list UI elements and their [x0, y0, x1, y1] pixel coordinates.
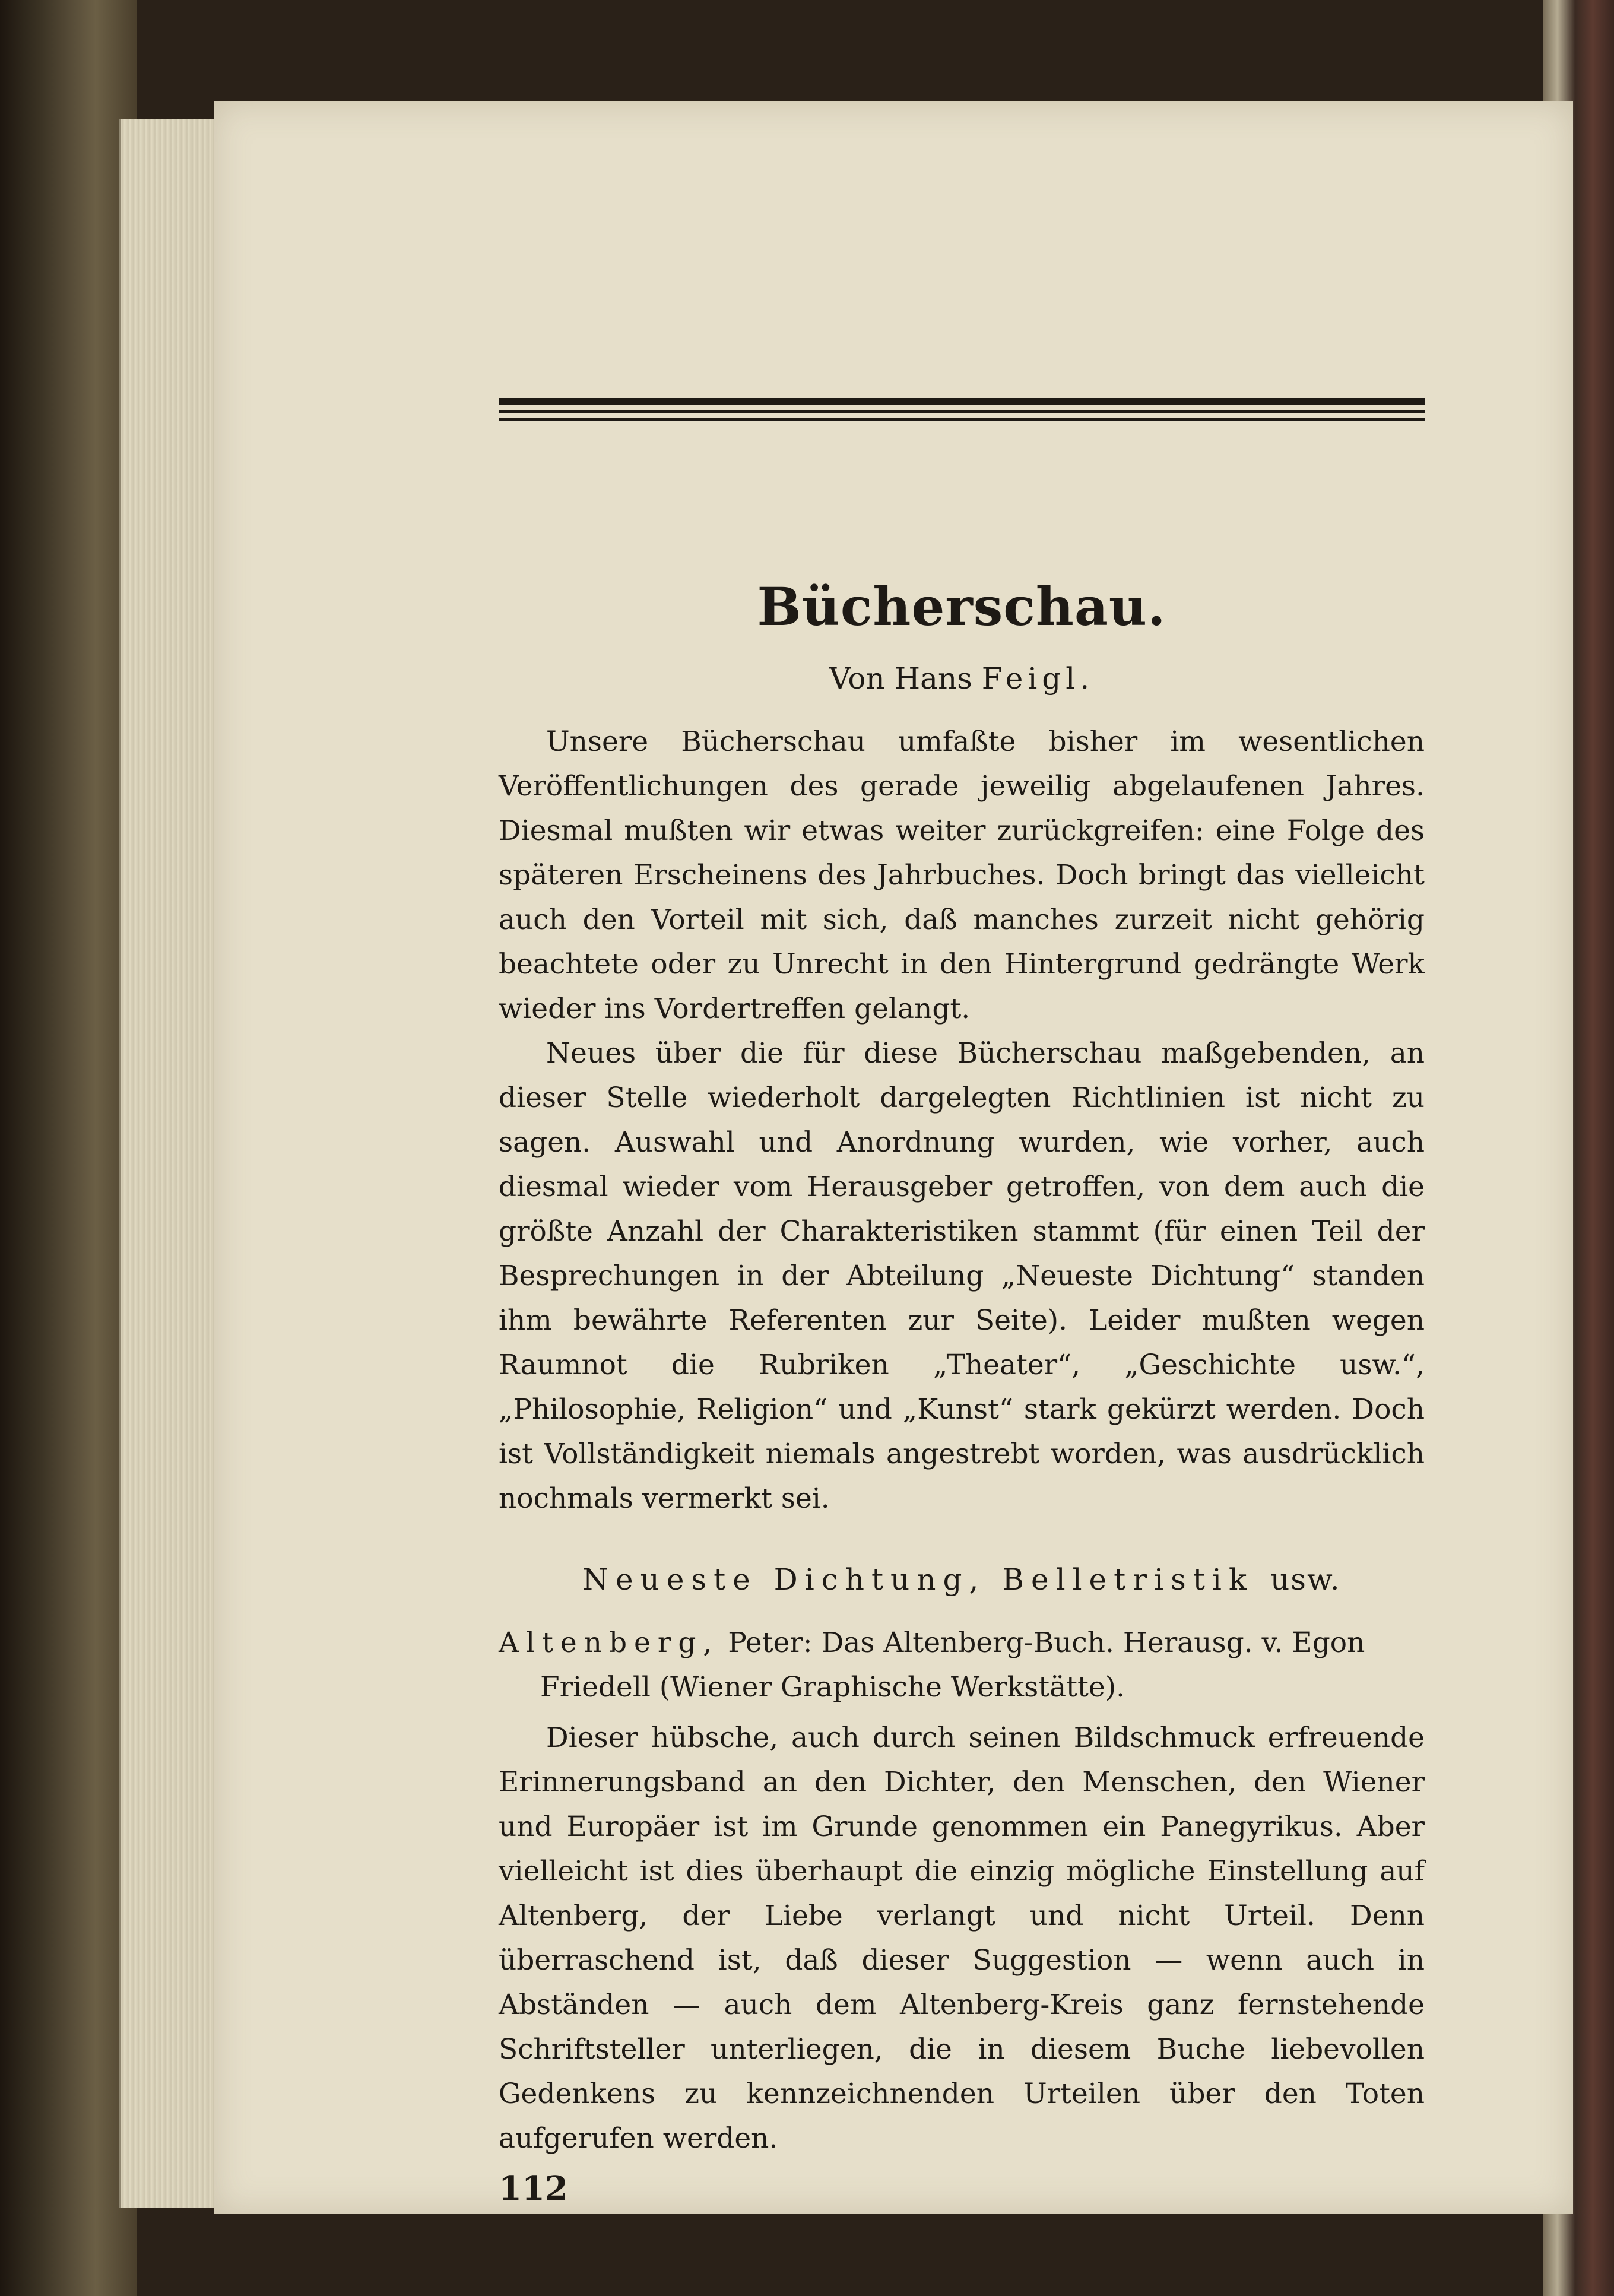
- book-binding-left: [0, 0, 137, 2296]
- section-heading: [499, 1562, 1425, 1597]
- byline-prefix: Von Hans: [829, 661, 972, 696]
- book-page: [214, 101, 1573, 2214]
- byline-author: Feigl.: [981, 661, 1095, 696]
- entry-details: Peter: Das Altenberg-Buch. Herausg. v. Egon Friedell (Wiener Graphische Werkstätte).: [540, 1626, 1365, 1704]
- book-entry: [499, 1620, 1425, 1710]
- section-heading-title: Neueste Dichtung, Belletristik: [582, 1562, 1254, 1597]
- intro-paragraph-1: Unsere Bücherschau umfaßte bisher im wesentlichen Veröffentlichungen des gerade jeweilig abgelaufenen Jahres. Diesmal mußten wir etwas weiter zurückgreifen: eine Folge des späteren Erscheinens des Jahrbuches. Doch bringt das vielleicht auch den Vorteil mit sich, daß manches zurzeit nicht gehörig beachtete oder zu Unrecht in den Hintergrund gedrängte Werk wieder ins Vordertreffen gelangt.: [499, 725, 1425, 1025]
- entry-author: Altenberg,: [499, 1626, 719, 1659]
- page-number: 112: [499, 2169, 568, 2208]
- header-rule-thin: [499, 410, 1425, 413]
- review-paragraph: Dieser hübsche, auch durch seinen Bildschmuck erfreuende Erinnerungsband an den Dichter, den Menschen, den Wiener und Europäer ist im Grunde genommen ein Panegyrikus. Aber vielleicht ist dies überhaupt die einzig mögliche Einstellung auf Altenberg, der Liebe verlangt und nicht Urteil. Denn überraschend ist, daß dieser Suggestion — wenn auch in Abständen — auch dem Altenberg-Kreis ganz fernstehende Schriftsteller unterliegen, die in diesem Buche liebevollen Gedenkens zu kennzeichnenden Urteilen über den Toten aufgerufen werden.: [499, 1721, 1425, 2155]
- header-rule-thin: [499, 418, 1425, 421]
- page-content: [499, 303, 1425, 2208]
- header-rule-thick: [499, 398, 1425, 405]
- intro-paragraph-2: Neues über die für diese Bücherschau maßgebenden, an dieser Stelle wiederholt dargelegten Richtlinien ist nicht zu sagen. Auswahl und Anordnung wurden, wie vorher, auch diesmal wieder vom Herausgeber getroffen, von dem auch die größte Anzahl der Charakteristiken stammt (für einen Teil der Besprechungen in der Abteilung „Neueste Dichtung“ standen ihm bewährte Referenten zur Seite). Leider mußten wegen Raumnot die Rubriken „Theater“, „Geschichte usw.“, „Philosophie, Religion“ und „Kunst“ stark gekürzt werden. Doch ist Vollständigkeit niemals angestrebt worden, was ausdrücklich nochmals vermerkt sei.: [499, 1037, 1425, 1515]
- page-title: Bücherschau.: [757, 576, 1166, 638]
- byline: [499, 661, 1425, 696]
- section-heading-suffix: usw.: [1270, 1562, 1341, 1597]
